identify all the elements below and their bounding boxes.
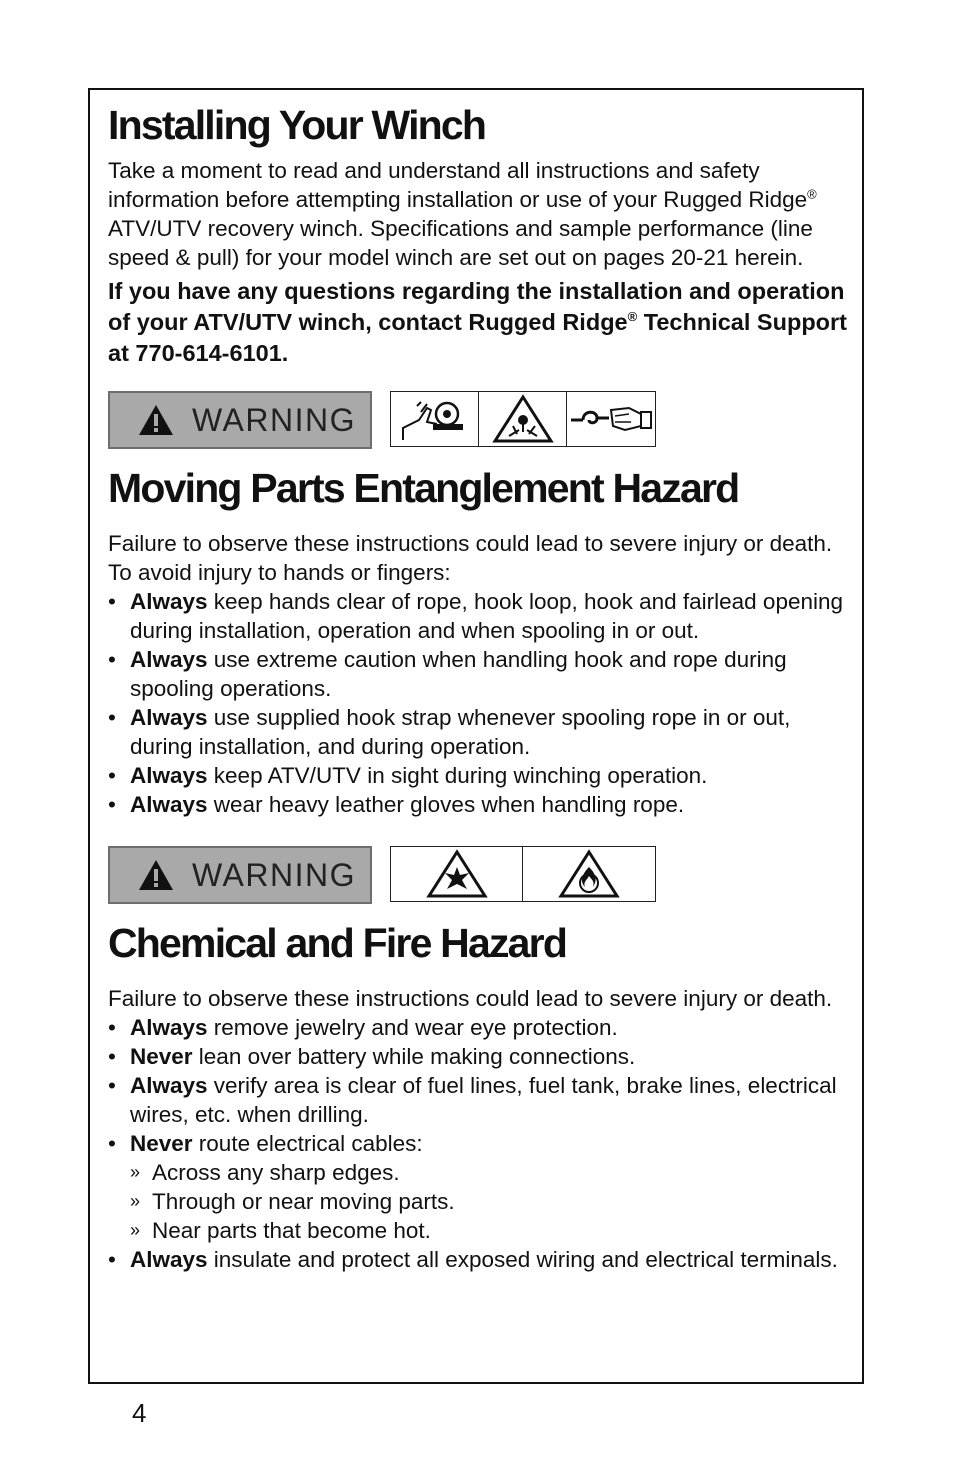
list-item: • Never lean over battery while making connections. [108, 1042, 850, 1071]
sub-list-item: » Through or near moving parts. [130, 1187, 850, 1216]
flying-debris-icon [479, 392, 567, 446]
chemical-warning-row [108, 846, 850, 906]
fire-icon [523, 847, 655, 901]
list-item: • Always use extreme caution when handling hook and rope during spooling operations. [108, 645, 850, 703]
chemical-bullet-list [108, 1013, 850, 1274]
list-item: • Never route electrical cables: » Across any sharp edges. » Through or near moving parts. » Near parts that become hot. [108, 1129, 850, 1245]
installing-title: Installing Your Winch [108, 102, 486, 148]
moving-bullet-list [108, 587, 850, 819]
moving-parts-title: Moving Parts Entanglement Hazard [108, 465, 739, 511]
list-item: • Always insulate and protect all exposed wiring and electrical terminals. [108, 1245, 850, 1274]
install-intro: Take a moment to read and understand all instructions and safety information before attempting installation or use of your Rugged Ridge® ATV/UTV recovery winch. Specifications and sample performance (line speed & pull) for your model winch are set out on pages 20-21 herein. [108, 158, 817, 270]
list-item: • Always remove jewelry and wear eye protection. [108, 1013, 850, 1042]
moving-lead: Failure to observe these instructions could lead to severe injury or death. To avoid injury to hands or fingers: [108, 531, 833, 585]
moving-warning-row [108, 391, 850, 451]
moving-pictogram-strip [390, 391, 656, 447]
chemical-pictogram-strip [390, 846, 656, 902]
warning-badge [108, 846, 372, 904]
chemical-lead: Failure to observe these instructions could lead to severe injury or death. [108, 986, 833, 1011]
hand-entanglement-icon [391, 392, 479, 446]
sub-list [130, 1158, 850, 1245]
warning-badge [108, 391, 372, 449]
page-frame [88, 88, 864, 1384]
warning-triangle-icon [138, 859, 174, 891]
list-item: • Always keep hands clear of rope, hook loop, hook and fairlead opening during installation, operation and when spooling in or out. [108, 587, 850, 645]
warning-label: WARNING [192, 856, 356, 893]
chemical-fire-title: Chemical and Fire Hazard [108, 920, 567, 966]
hook-hand-icon [567, 392, 655, 446]
sub-list-item: » Across any sharp edges. [130, 1158, 850, 1187]
page-number: 4 [132, 1398, 147, 1428]
list-item: • Always keep ATV/UTV in sight during winching operation. [108, 761, 850, 790]
list-item: • Always use supplied hook strap whenever spooling rope in or out, during installation, and during operation. [108, 703, 850, 761]
list-item: • Always wear heavy leather gloves when handling rope. [108, 790, 850, 819]
warning-triangle-icon [138, 404, 174, 436]
warning-label: WARNING [192, 401, 356, 438]
sub-list-item: » Near parts that become hot. [130, 1216, 850, 1245]
list-item: • Always verify area is clear of fuel lines, fuel tank, brake lines, electrical wires, etc. when drilling. [108, 1071, 850, 1129]
explosion-icon [391, 847, 523, 901]
page-content [108, 102, 850, 1274]
support-note: If you have any questions regarding the installation and operation of your ATV/UTV winch, contact Rugged Ridge® Technical Support at 770-614-6101. [108, 278, 847, 366]
